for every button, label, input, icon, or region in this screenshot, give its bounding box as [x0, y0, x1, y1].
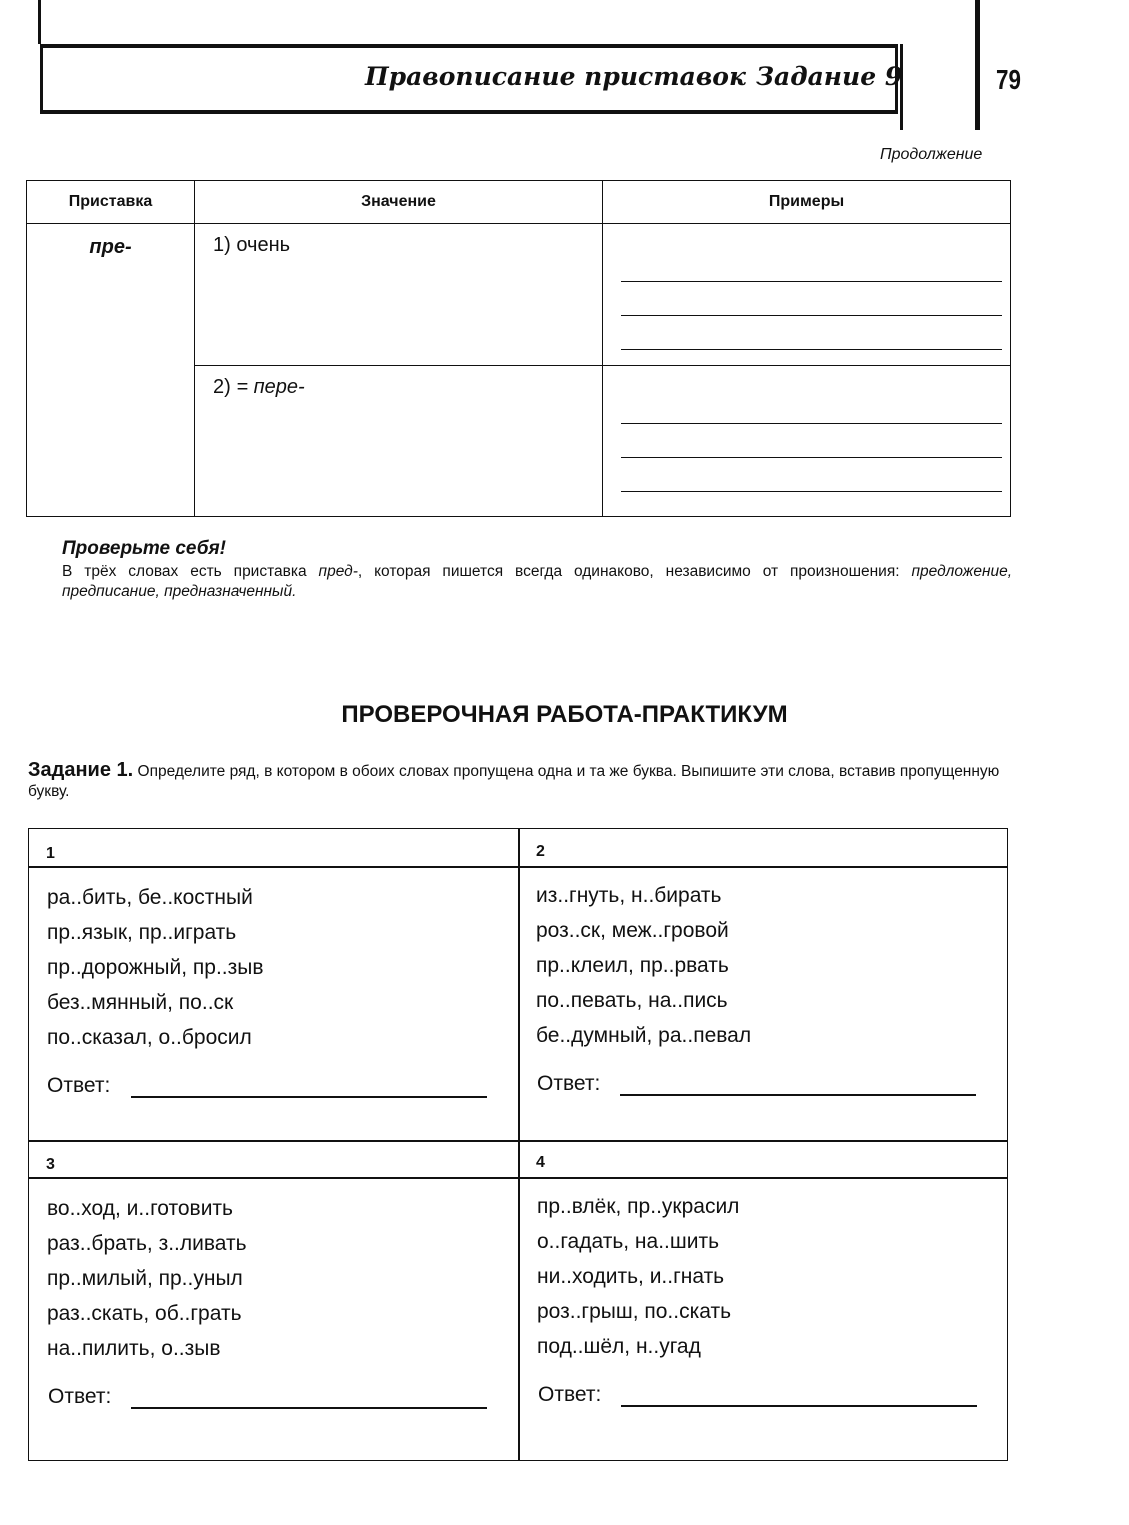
word-list	[47, 1191, 247, 1366]
header-frame-top-line	[38, 0, 41, 44]
list-item: без..мянный, по..ск	[47, 991, 234, 1014]
answer-label: Ответ:	[48, 1385, 112, 1408]
answer-line[interactable]	[131, 1407, 487, 1409]
list-item: на..пилить, о..зыв	[47, 1337, 221, 1360]
cell-number: 2	[536, 843, 545, 860]
examples-cell[interactable]	[603, 366, 1011, 517]
check-prefix: пред-	[318, 563, 358, 580]
check-text-before: В трёх словах есть приставка	[62, 563, 319, 580]
example-write-line[interactable]	[621, 458, 1002, 492]
list-item: пр..милый, пр..уныл	[47, 1267, 243, 1290]
practice-title: ПРОВЕРОЧНАЯ РАБОТА-ПРАКТИКУМ	[341, 701, 788, 728]
cell-number: 1	[46, 845, 55, 862]
page-number: 79	[996, 64, 1021, 95]
task-label: Задание 1.	[28, 759, 134, 781]
list-item: пр..дорожный, пр..зыв	[47, 956, 264, 979]
column-header-examples: Примеры	[603, 181, 1011, 224]
list-item: раз..брать, з..ливать	[47, 1232, 247, 1255]
prefix-cell: пре-	[27, 224, 195, 517]
example-write-line[interactable]	[621, 248, 1002, 282]
section-title: Правописание приставок	[365, 62, 746, 91]
check-text-after: , которая пишется всегда одинаково, независимо от произношения:	[357, 563, 912, 580]
page-margin-bar	[975, 0, 980, 130]
continued-label: Продолжение	[880, 146, 983, 163]
example-write-line[interactable]	[621, 282, 1002, 316]
answer-label: Ответ:	[47, 1074, 111, 1097]
answer-line[interactable]	[620, 1094, 976, 1096]
list-item: ни..ходить, и..гнать	[537, 1265, 725, 1288]
meaning-number: 2)	[213, 376, 231, 398]
check-yourself-text	[62, 562, 1012, 602]
column-header-prefix: Приставка	[27, 181, 195, 224]
meaning-text: очень	[236, 234, 291, 256]
list-item: из..гнуть, н..бирать	[536, 884, 722, 907]
table-row	[27, 224, 1011, 366]
cell-number: 4	[536, 1154, 545, 1171]
list-item: роз..грыш, по..скать	[537, 1300, 732, 1323]
list-item: пр..язык, пр..играть	[47, 921, 237, 944]
prefix-table-header-row	[27, 181, 1011, 224]
example-write-line[interactable]	[621, 316, 1002, 350]
example-write-line[interactable]	[621, 424, 1002, 458]
list-item: ра..бить, бе..костный	[47, 886, 253, 909]
cell-number: 3	[46, 1156, 55, 1173]
column-header-meaning: Значение	[195, 181, 603, 224]
prefix-table	[26, 180, 1011, 517]
meaning-cell	[195, 366, 603, 517]
word-list	[47, 880, 264, 1055]
check-yourself-title: Проверьте себя!	[62, 538, 226, 559]
task-text: Определите ряд, в котором в обоих словах пропущена одна и та же буква. Выпишите эти слова, вставив пропущенную букву.	[28, 763, 1000, 800]
word-list	[536, 878, 751, 1053]
list-item: по..сказал, о..бросил	[47, 1026, 252, 1049]
answer-label: Ответ:	[537, 1072, 601, 1095]
example-write-line[interactable]	[621, 390, 1002, 424]
word-list	[537, 1189, 739, 1364]
task-instructions	[28, 760, 1012, 802]
meaning-number: 1)	[213, 234, 231, 256]
list-item: роз..ск, меж..гровой	[536, 919, 729, 942]
meaning-text: = пере-	[236, 376, 305, 398]
check-examples: предложение, предписание, предназначенный.	[62, 563, 1013, 600]
list-item: бе..думный, ра..певал	[536, 1024, 752, 1047]
answer-label: Ответ:	[538, 1383, 602, 1406]
list-item: во..ход, и..готовить	[47, 1197, 233, 1220]
meaning-cell	[195, 224, 603, 366]
list-item: пр..влёк, пр..украсил	[537, 1195, 740, 1218]
list-item: по..певать, на..пись	[536, 989, 728, 1012]
list-item: под..шёл, н..угад	[537, 1335, 701, 1358]
grid-header-divider	[28, 1177, 1008, 1179]
answer-line[interactable]	[131, 1096, 487, 1098]
grid-vertical-divider	[518, 828, 520, 1461]
list-item: пр..клеил, пр..рвать	[536, 954, 729, 977]
list-item: раз..скать, об..грать	[47, 1302, 242, 1325]
list-item: о..гадать, на..шить	[537, 1230, 720, 1253]
grid-header-divider	[28, 866, 1008, 868]
task-title: Задание 9	[756, 62, 903, 91]
answer-line[interactable]	[621, 1405, 977, 1407]
grid-middle-divider	[28, 1140, 1008, 1142]
examples-cell[interactable]	[603, 224, 1011, 366]
